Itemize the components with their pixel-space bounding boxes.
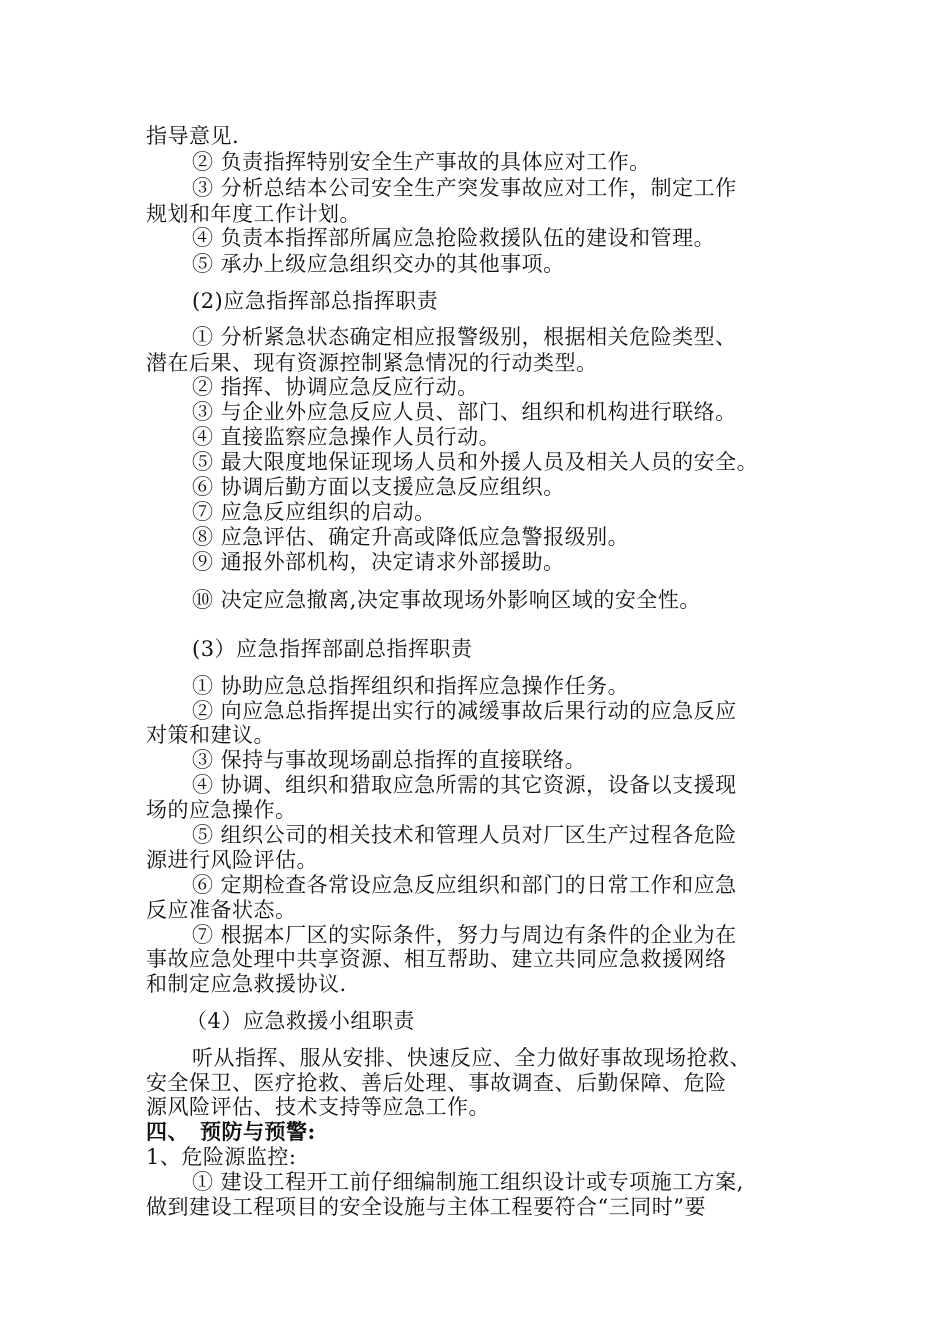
text-line: ④ 直接监察应急操作人员行动。 <box>192 425 501 449</box>
text-line: ④ 协调、组织和猎取应急所需的其它资源，设备以支援现 <box>192 773 737 797</box>
text-line: 场的应急操作。 <box>146 798 297 822</box>
chapter-heading: 四、 预防与预警: <box>146 1119 316 1144</box>
text-line: ① 分析紧急状态确定相应报警级别，根据相关危险类型、 <box>192 325 737 349</box>
text-line: 反应准备状态。 <box>146 898 297 922</box>
text-line: ⑤ 承办上级应急组织交办的其他事项。 <box>192 252 565 276</box>
text-line: ⑨ 通报外部机构，决定请求外部援助。 <box>192 550 565 574</box>
section-heading: （4）应急救援小组职责 <box>186 1009 415 1033</box>
text-line: ① 建设工程开工前仔细编制施工组织设计或专项施工方案, <box>192 1170 744 1194</box>
text-line: ② 负责指挥特别安全生产事故的具体应对工作。 <box>192 150 651 174</box>
text-line: ⑤ 组织公司的相关技术和管理人员对厂区生产过程各危险 <box>192 823 737 847</box>
text-line: 听从指挥、服从安排、快速反应、全力做好事故现场抢救、 <box>192 1046 751 1070</box>
text-line: ⑦ 根据本厂区的实际条件，努力与周边有条件的企业为在 <box>192 923 737 947</box>
text-line: 事故应急处理中共享资源、相互帮助、建立共同应急救援网络 <box>146 947 727 971</box>
text-line: ⑥ 协调后勤方面以支援应急反应组织。 <box>192 475 565 499</box>
text-line: ⑥ 定期检查各常设应急反应组织和部门的日常工作和应急 <box>192 873 737 897</box>
text-line: 对策和建议。 <box>146 723 275 747</box>
text-line: ② 指挥、协调应急反应行动。 <box>192 375 479 399</box>
text-line: 指导意见. <box>146 124 240 148</box>
text-line: ④ 负责本指挥部所属应急抢险救援队伍的建设和管理。 <box>192 226 716 250</box>
text-line: 源风险评估、技术支持等应急工作。 <box>146 1095 490 1119</box>
text-line: 安全保卫、医疗抢救、善后处理、事故调查、后勤保障、危险 <box>146 1071 727 1095</box>
text-line: 规划和年度工作计划。 <box>146 202 361 226</box>
text-line: 和制定应急救援协议. <box>146 972 347 996</box>
text-line: 潜在后果、现有资源控制紧急情况的行动类型。 <box>146 351 598 375</box>
section-heading: (2)应急指挥部总指挥职责 <box>192 289 439 313</box>
text-line: ① 协助应急总指挥组织和指挥应急操作任务。 <box>192 674 630 698</box>
text-line: ⑤ 最大限度地保证现场人员和外援人员及相关人员的安全。 <box>192 450 759 474</box>
text-line: ③ 与企业外应急反应人员、部门、组织和机构进行联络。 <box>192 400 737 424</box>
section-heading: (3）应急指挥部副总指挥职责 <box>192 637 473 661</box>
text-line: ③ 分析总结本公司安全生产突发事故应对工作，制定工作 <box>192 176 737 200</box>
text-line: ⑦ 应急反应组织的启动。 <box>192 500 436 524</box>
text-line: ② 向应急总指挥提出实行的减缓事故后果行动的应急反应 <box>192 699 737 723</box>
text-line: 源进行风险评估。 <box>146 848 318 872</box>
text-line: ③ 保持与事故现场副总指挥的直接联络。 <box>192 748 587 772</box>
text-line: ⑧ 应急评估、确定升高或降低应急警报级别。 <box>192 525 630 549</box>
text-line: 做到建设工程项目的安全设施与主体工程要符合“三同时”要 <box>146 1195 706 1219</box>
text-line: ⑩ 决定应急撤离,决定事故现场外影响区域的安全性。 <box>192 588 701 612</box>
subsection-heading: 1、危险源监控: <box>146 1145 297 1169</box>
